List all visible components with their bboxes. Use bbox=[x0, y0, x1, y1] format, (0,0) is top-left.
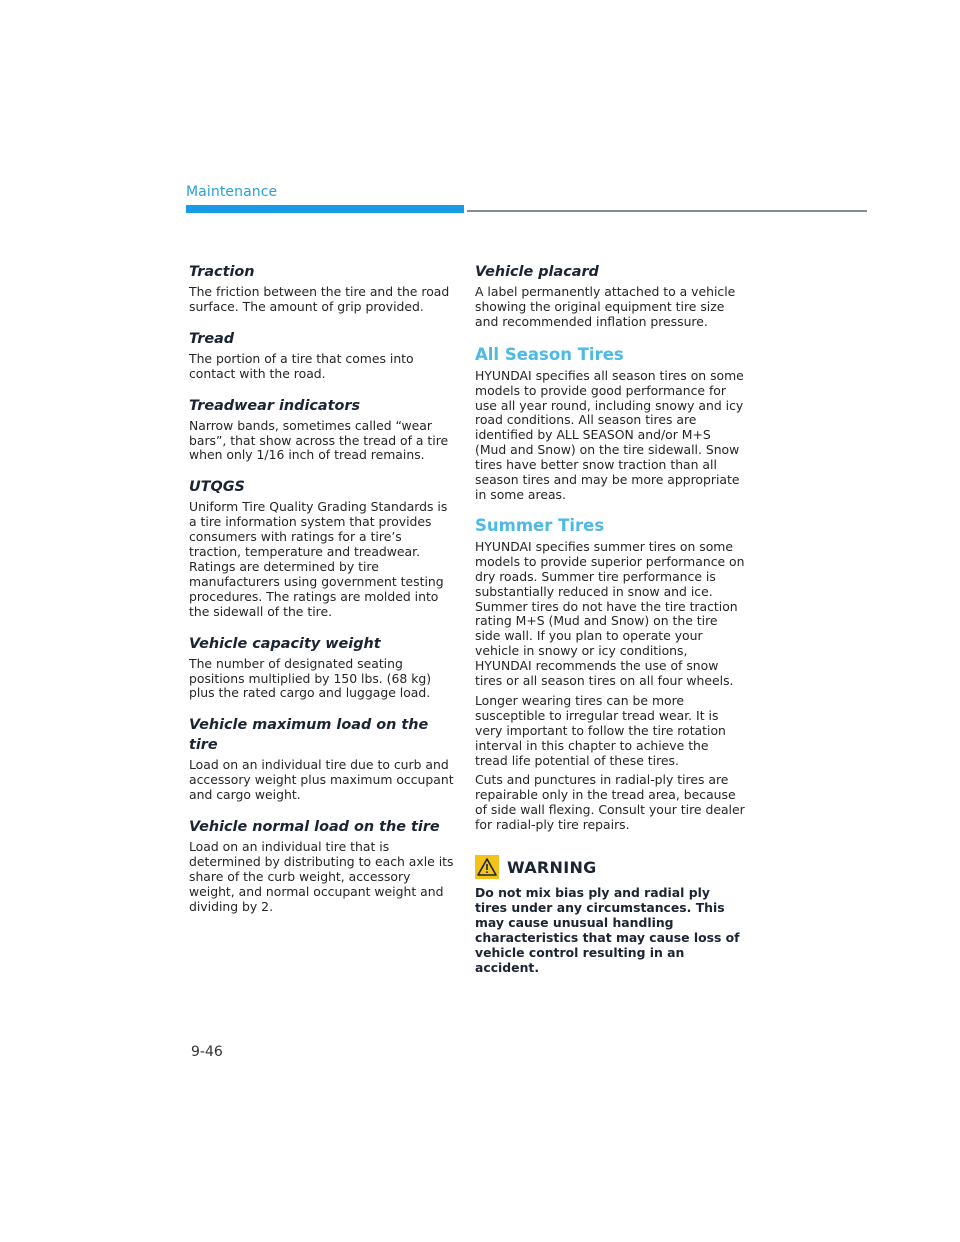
term-treadwear-indicators bbox=[189, 396, 454, 464]
term-vehicle-capacity-weight bbox=[189, 634, 454, 702]
term-heading: UTQGS bbox=[189, 479, 245, 496]
term-definition: The friction between the tire and the road surface. The amount of grip provided. bbox=[189, 284, 450, 314]
all-season-tires-text: HYUNDAI specifies all season tires on some models to provide good performance for use all year round, including snowy and icy road conditions. All season tires are identified by ALL SEASON and/or M+S (Mud and Snow) on the tire sidewall. Snow tires have better snow traction than all season tires and may be more appropriate in some areas. bbox=[475, 367, 744, 502]
term-definition: The portion of a tire that comes into contact with the road. bbox=[189, 350, 414, 381]
term-vehicle-placard bbox=[475, 262, 745, 330]
term-definition: Narrow bands, sometimes called “wear bars”, that show across the tread of a tire when only 1/16 inch of tread remains. bbox=[189, 417, 449, 463]
term-heading: Vehicle normal load on the tire bbox=[189, 819, 440, 836]
term-definition: A label permanently attached to a vehicle showing the original equipment tire size and recommended inflation pressure. bbox=[475, 284, 736, 329]
warning-text: Do not mix bias ply and radial ply tires under any circumstances. This may cause unusual handling characteristics that may cause loss of vehicle control resulting in an accident. bbox=[475, 885, 740, 976]
term-heading: Treadwear indicators bbox=[189, 397, 361, 414]
term-vehicle-normal-load bbox=[189, 817, 454, 915]
term-heading: Traction bbox=[189, 264, 255, 280]
summer-tires-paragraph: HYUNDAI specifies summer tires on some models to provide superior performance on dry roads. Summer tire performance is substantially reduced in snow and ice. Summer tires do not have the tire traction rating M+S (Mud and Snow) on the tire side wall. If you plan to operate your vehicle in snowy or icy conditions, HYUNDAI recommends the use of snow tires or all season tires on all four wheels. bbox=[475, 538, 745, 689]
warning-triangle-icon bbox=[475, 855, 499, 879]
term-definition: The number of designated seating positions multiplied by 150 lbs. (68 kg) plus the rated cargo and luggage load. bbox=[189, 655, 432, 701]
term-traction bbox=[189, 262, 454, 315]
term-heading: Vehicle capacity weight bbox=[189, 635, 381, 652]
header-accent-bar bbox=[186, 205, 464, 213]
summer-tires-paragraph: Cuts and punctures in radial-ply tires are repairable only in the tread area, because of side wall flexing. Consult your tire dealer for radial-ply tire repairs. bbox=[475, 772, 745, 833]
term-heading: Vehicle placard bbox=[475, 264, 599, 280]
right-column bbox=[475, 262, 745, 975]
summer-tires-heading: Summer Tires bbox=[475, 515, 605, 535]
warning-label: WARNING bbox=[507, 857, 597, 877]
header-title: Maintenance bbox=[186, 184, 278, 200]
term-vehicle-maximum-load bbox=[189, 715, 454, 803]
left-column bbox=[189, 262, 454, 929]
page-number: 9-46 bbox=[191, 1044, 223, 1060]
term-heading: Tread bbox=[189, 330, 235, 347]
term-utqgs bbox=[189, 477, 454, 619]
term-definition: Uniform Tire Quality Grading Standards is a tire information system that provides consumers with ratings for a tire’s traction, temperature and treadwear. Ratings are determined by tire manufacturers using government testing procedures. The ratings are molded into the sidewall of the tire. bbox=[189, 499, 448, 619]
warning-header bbox=[475, 855, 745, 879]
term-heading: Vehicle maximum load on the tire bbox=[189, 717, 429, 754]
all-season-tires-heading: All Season Tires bbox=[475, 344, 624, 364]
term-definition: Load on an individual tire due to curb and accessory weight plus maximum occupant and cargo weight. bbox=[189, 757, 454, 803]
summer-tires-paragraph: Longer wearing tires can be more susceptible to irregular tread wear. It is very important to follow the tire rotation interval in this chapter to achieve the tread life potential of these tires. bbox=[475, 692, 726, 768]
header-rule bbox=[467, 210, 867, 212]
term-definition: Load on an individual tire that is determined by distributing to each axle its share of the curb weight, accessory weight, and normal occupant weight and dividing by 2. bbox=[189, 839, 454, 914]
term-tread bbox=[189, 329, 454, 382]
